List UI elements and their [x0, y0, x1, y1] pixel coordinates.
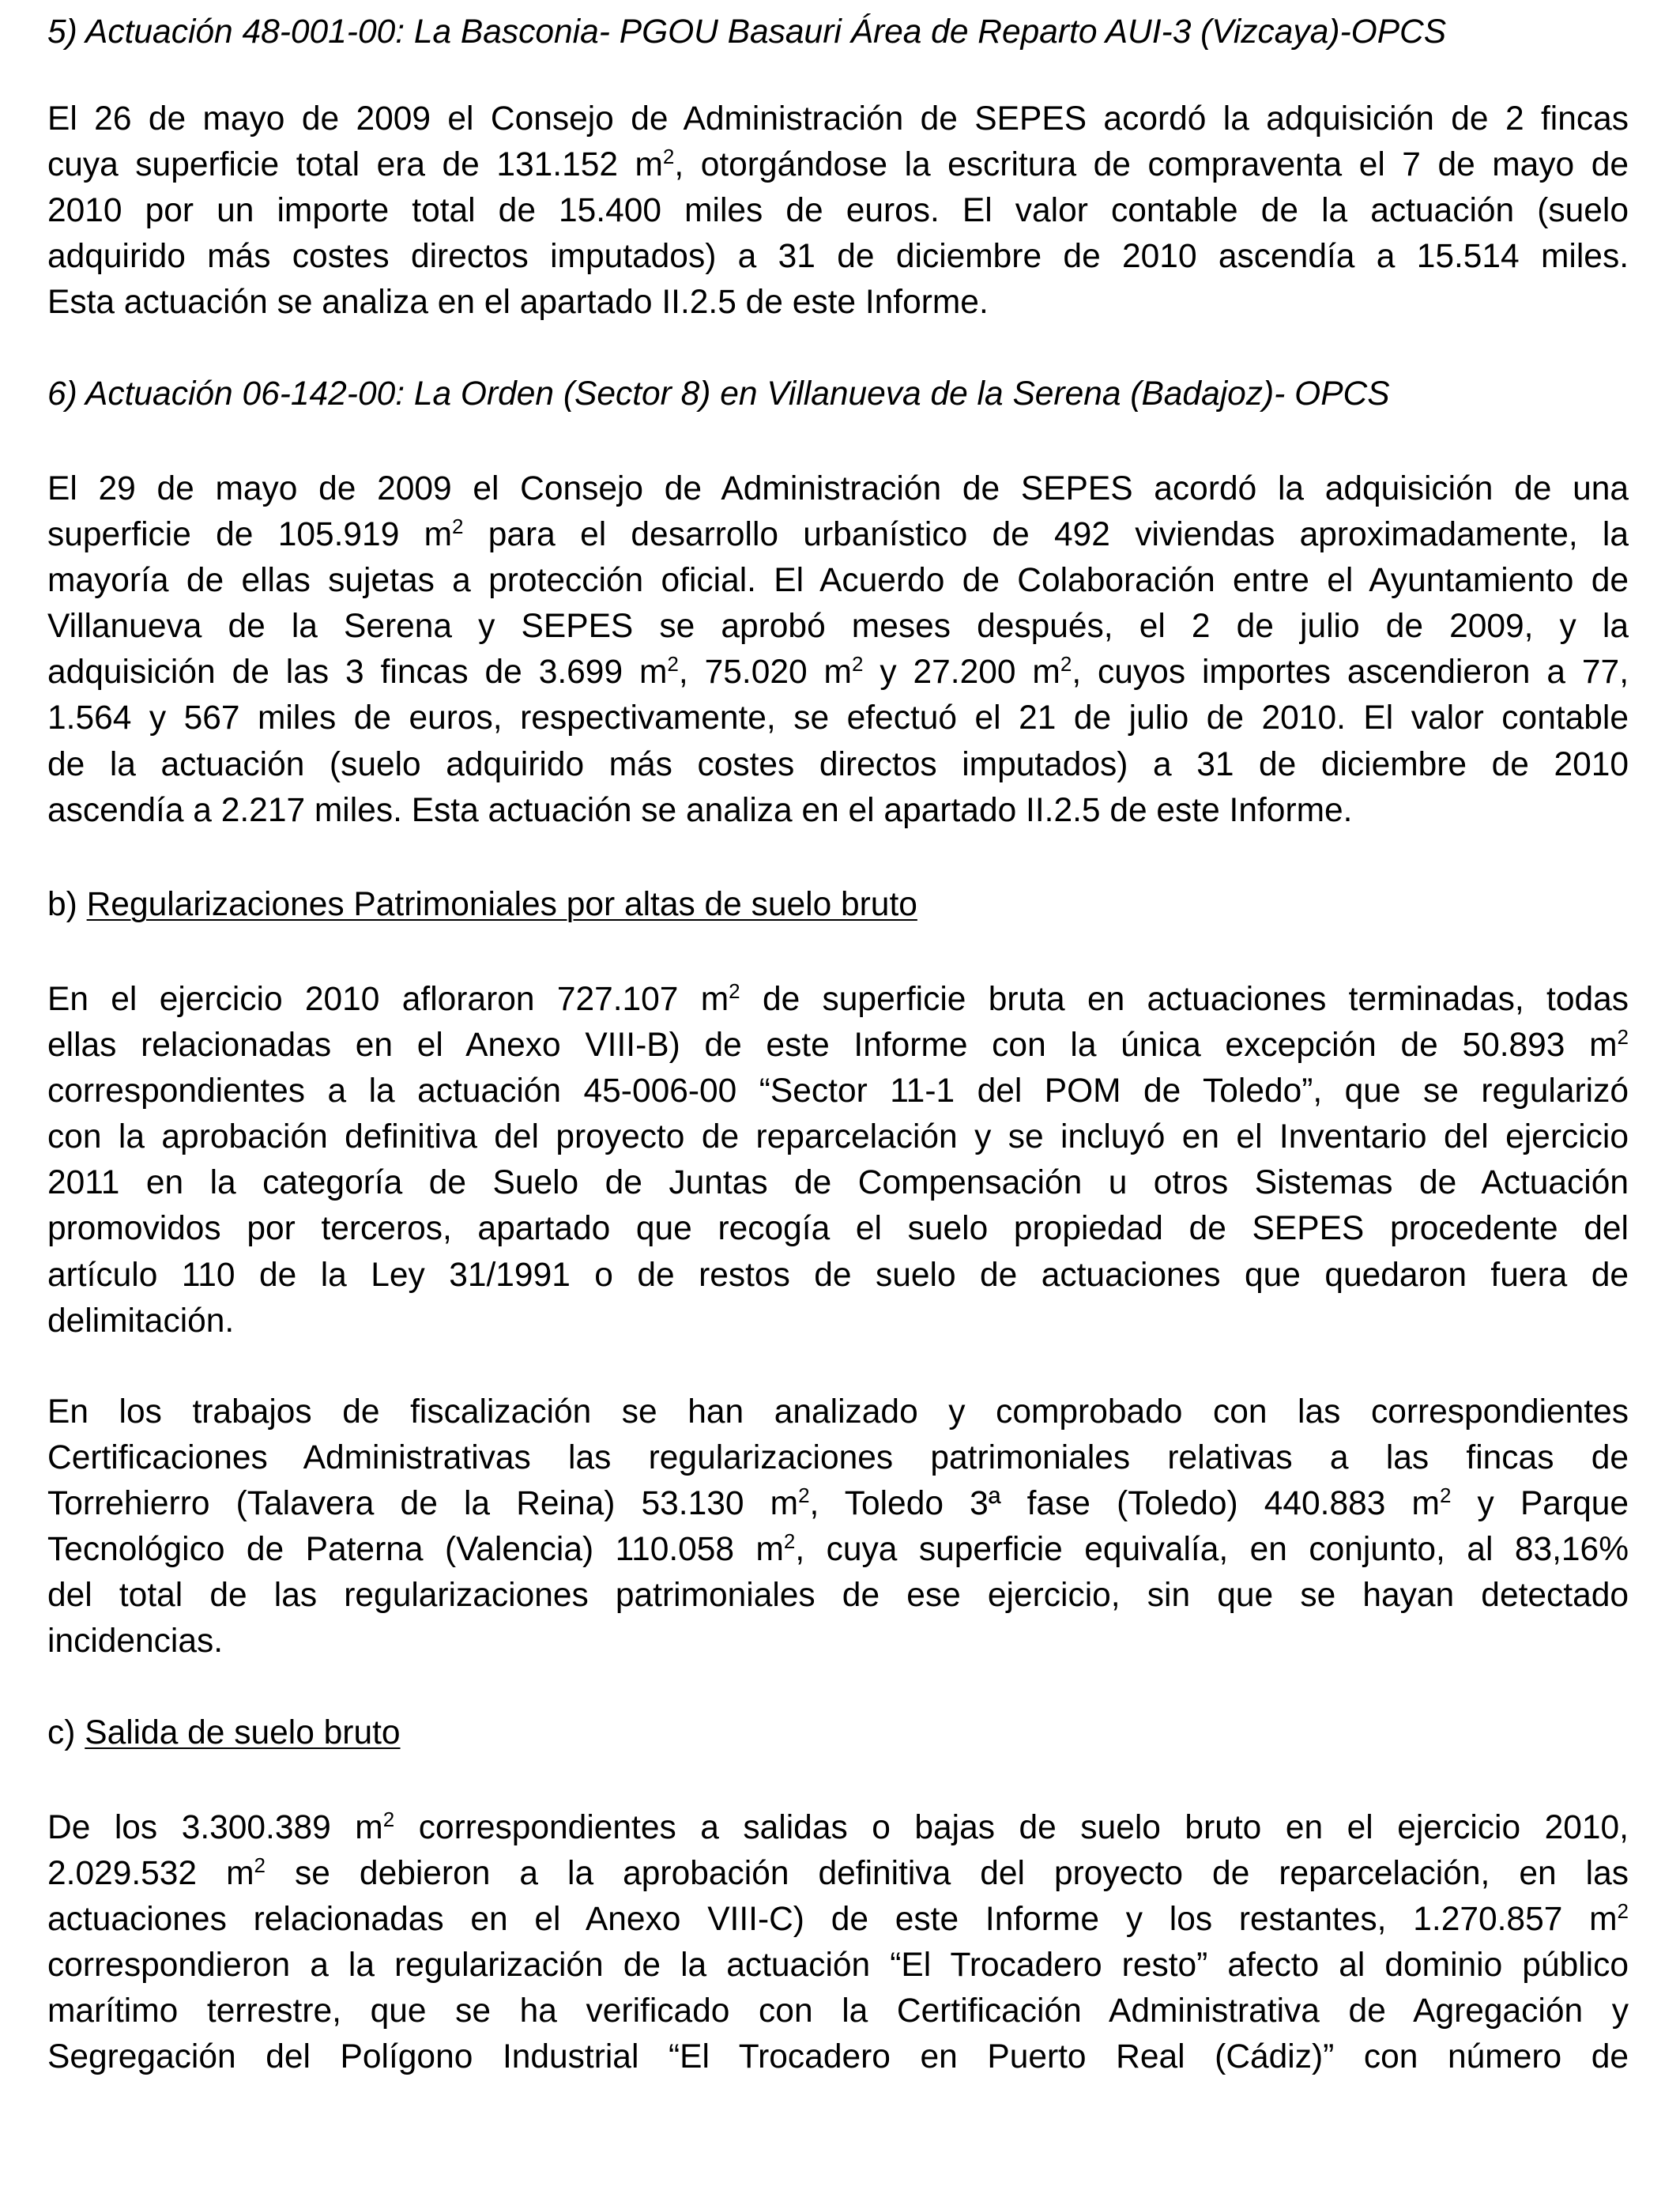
paragraph-line: cuya superficie total era de 131.152 $m^2$, otorgándose la escritura de compraventa el 7 de mayo de: [47, 145, 1629, 184]
paragraph-line: Torrehierro (Talavera de la Reina) 53.130 $m^2$, Toledo 3ª fase (Toledo) 440.883 $m^2$ y Parque: [47, 1483, 1629, 1523]
heading-underlined-title: Salida de suelo bruto: [85, 1714, 401, 1751]
section-heading-b: [47, 882, 917, 928]
heading-prefix: c): [47, 1714, 85, 1751]
paragraph-line: El 26 de mayo de 2009 el Consejo de Administración de SEPES acordó la adquisición de 2 fincas: [47, 100, 1629, 138]
paragraph-line: ellas relacionadas en el Anexo VIII-B) de este Informe con la única excepción de 50.893 $m^2$: [47, 1025, 1629, 1065]
paragraph-line: En el ejercicio 2010 afloraron 727.107 $m^2$ de superficie bruta en actuaciones terminadas, todas: [47, 979, 1629, 1018]
section-heading-6: 6) Actuación 06-142-00: La Orden (Sector 8) en Villanueva de la Serena (Badajoz)- OPCS: [47, 375, 1390, 413]
paragraph-line: de la actuación (suelo adquirido más costes directos imputados) a 31 de diciembre de 2010: [47, 745, 1629, 783]
paragraph-line: adquisición de las 3 fincas de 3.699 $m^2$, 75.020 $m^2$ y 27.200 $m^2$, cuyos importes ascendieron a 77,: [47, 652, 1629, 692]
paragraph-line: De los 3.300.389 $m^2$ correspondientes a salidas o bajas de suelo bruto en el ejercicio 2010,: [47, 1808, 1629, 1846]
paragraph-line: superficie de 105.919 $m^2$ para el desarrollo urbanístico de 492 viviendas aproximadamente, la: [47, 515, 1629, 554]
paragraph-line: 1.564 y 567 miles de euros, respectivamente, se efectuó el 21 de julio de 2010. El valor contable: [47, 699, 1629, 737]
paragraph-line: Villanueva de la Serena y SEPES se aprobó meses después, el 2 de julio de 2009, y la: [47, 608, 1629, 646]
paragraph-line: 2.029.532 $m^2$ se debieron a la aprobación definitiva del proyecto de reparcelación, en las: [47, 1853, 1629, 1893]
paragraph-line: Esta actuación se analiza en el apartado II.2.5 de este Informe.: [47, 284, 989, 322]
paragraph-line: con la aprobación definitiva del proyecto de reparcelación y se incluyó en el Inventario del ejercicio: [47, 1118, 1629, 1156]
paragraph-line: Certificaciones Administrativas las regularizaciones patrimoniales relativas a las fincas de: [47, 1439, 1629, 1477]
paragraph-line: actuaciones relacionadas en el Anexo VIII-C) de este Informe y los restantes, 1.270.857 $m^2$: [47, 1899, 1629, 1939]
heading-prefix: b): [47, 886, 87, 923]
paragraph-section-6: [47, 466, 1629, 834]
paragraph-line: adquirido más costes directos imputados) a 31 de diciembre de 2010 ascendía a 15.514 miles.: [47, 238, 1629, 276]
paragraph-line: mayoría de ellas sujetas a protección oficial. El Acuerdo de Colaboración entre el Ayuntamiento de: [47, 562, 1629, 600]
paragraph-line: En los trabajos de fiscalización se han analizado y comprobado con las correspondientes: [47, 1393, 1629, 1431]
paragraph-line: correspondientes a la actuación 45-006-00 “Sector 11-1 del POM de Toledo”, que se regularizó: [47, 1072, 1629, 1110]
section-heading-c: [47, 1710, 401, 1756]
paragraph-section-b-2: [47, 1389, 1629, 1665]
heading-underlined-title: Regularizaciones Patrimoniales por altas de suelo bruto: [86, 886, 917, 923]
paragraph-line: 2010 por un importe total de 15.400 miles de euros. El valor contable de la actuación (suelo: [47, 192, 1629, 230]
section-heading-5: 5) Actuación 48-001-00: La Basconia- PGOU Basauri Área de Reparto AUI-3 (Vizcaya)-OPCS: [47, 13, 1447, 51]
paragraph-line: Tecnológico de Paterna (Valencia) 110.058 $m^2$, cuya superficie equivalía, en conjunto, al 83,16%: [47, 1529, 1629, 1569]
paragraph-section-b-1: [47, 977, 1629, 1344]
paragraph-line: El 29 de mayo de 2009 el Consejo de Administración de SEPES acordó la adquisición de una: [47, 470, 1629, 507]
paragraph-line: 2011 en la categoría de Suelo de Juntas de Compensación u otros Sistemas de Actuación: [47, 1164, 1629, 1202]
paragraph-section-c: [47, 1805, 1629, 2081]
paragraph-line: delimitación.: [47, 1302, 235, 1340]
paragraph-line: del total de las regularizaciones patrimoniales de ese ejercicio, sin que se hayan detectado: [47, 1577, 1629, 1615]
paragraph-line: incidencias.: [47, 1623, 224, 1661]
paragraph-line: promovidos por terceros, apartado que recogía el suelo propiedad de SEPES procedente del: [47, 1210, 1629, 1248]
paragraph-section-5: [47, 96, 1629, 326]
paragraph-line: marítimo terrestre, que se ha verificado con la Certificación Administrativa de Agregación y: [47, 1992, 1629, 2030]
paragraph-line: ascendía a 2.217 miles. Esta actuación se analiza en el apartado II.2.5 de este Informe.: [47, 791, 1353, 829]
paragraph-line: correspondieron a la regularización de la actuación “El Trocadero resto” afecto al dominio público: [47, 1947, 1629, 1985]
paragraph-line: artículo 110 de la Ley 31/1991 o de restos de suelo de actuaciones que quedaron fuera de: [47, 1256, 1629, 1294]
paragraph-line: Segregación del Polígono Industrial “El Trocadero en Puerto Real (Cádiz)” con número de: [47, 2038, 1629, 2076]
